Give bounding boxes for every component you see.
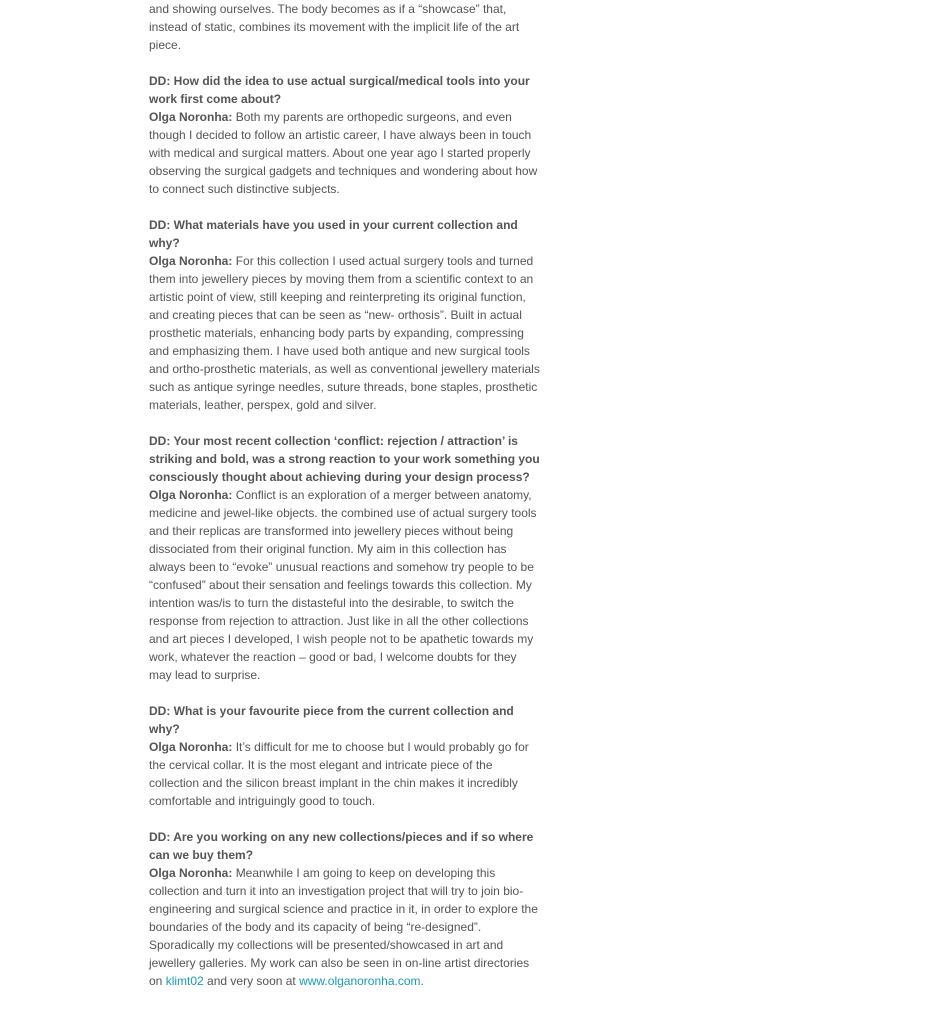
question: DD: How did the idea to use actual surgical/medical tools into your work first come about? [149, 74, 530, 106]
speaker-name: Olga Noronha: [149, 254, 233, 268]
answer: It’s difficult for me to choose but I would probably go for the cervical collar. It is the most elegant and intricate piece of the collection and the silicon breast implant in the chin makes it incredibly comfortable and intriguingly good to touch. [149, 740, 529, 808]
qa-block [149, 432, 541, 684]
answer: Conflict is an exploration of a merger between anatomy, medicine and jewel-like objects. the combined use of actual surgery tools and their replicas are transformed into jewellery pieces without being dissociated from their original function. My aim in this collection has always been to “evoke” unusual reactions and somehow try people to be “confused” about their sensation and feelings towards this collection. My intention was/is to turn the distasteful into the desirable, to switch the response from rejection to attraction. Just like in all the other collections and art pieces I developed, I wish people not to be apathetic towards my work, whatever the reaction – good or bad, I welcome doubts for they may lead to surprise. [149, 488, 537, 682]
intro-paragraph: and showing ourselves. The body becomes as if a “showcase” that, instead of static, combines its movement with the implicit life of the art piece. [149, 2, 520, 52]
qa-block [149, 216, 541, 414]
question: DD: What is your favourite piece from the current collection and why? [149, 704, 514, 736]
answer: Both my parents are orthopedic surgeons, and even though I decided to follow an artistic career, I have always been in touch with medical and surgical matters. About one year ago I started properly observing the surgical gadgets and techniques and wondering about how to connect such distinctive subjects. [149, 110, 538, 196]
question: DD: Are you working on any new collections/pieces and if so where can we buy them? [149, 830, 534, 862]
answer-text-part-2: and very soon at [203, 974, 300, 988]
speaker-name: Olga Noronha: [149, 740, 233, 754]
speaker-name: Olga Noronha: [149, 866, 233, 880]
qa-block-final [149, 828, 541, 990]
speaker-name: Olga Noronha: [149, 488, 233, 502]
qa-block [149, 72, 541, 198]
question: DD: Your most recent collection ‘conflict: rejection / attraction’ is striking and bold, was a strong reaction to your work something you consciously thought about achieving during your design process? [149, 434, 540, 484]
speaker-name: Olga Noronha: [149, 110, 233, 124]
question: DD: What materials have you used in your current collection and why? [149, 218, 518, 250]
answer-text-part-1: Meanwhile I am going to keep on developing this collection and turn it into an investigation project that will try to join bio-engineering and surgical science and practice in it, in order to explore the boundaries of the body and its capacity of being “re-designed”. Sporadically my collections will be presented/showcased in art and jewellery galleries. My work can also be seen in on-line artist directories on [149, 866, 538, 988]
klimt02-link[interactable]: klimt02 [165, 974, 204, 988]
qa-block [149, 702, 541, 810]
answer: For this collection I used actual surgery tools and turned them into jewellery pieces by moving them from a scientific context to an artistic point of view, still keeping and reinterpreting its original function, and creating pieces that can be seen as “new- orthosis”. Built in actual prosthetic materials, enhancing body parts by expanding, compressing and emphasizing them. I have used both antique and new surgical tools and ortho-prosthetic materials, as well as conventional jewellery materials such as antique syringe needles, suture threads, bone staples, prosthetic materials, leather, perspex, gold and silver. [149, 254, 540, 412]
answer-text-part-3: . [420, 974, 424, 988]
article-body [149, 0, 541, 1008]
website-link[interactable]: www.olganoronha.com [299, 974, 421, 988]
